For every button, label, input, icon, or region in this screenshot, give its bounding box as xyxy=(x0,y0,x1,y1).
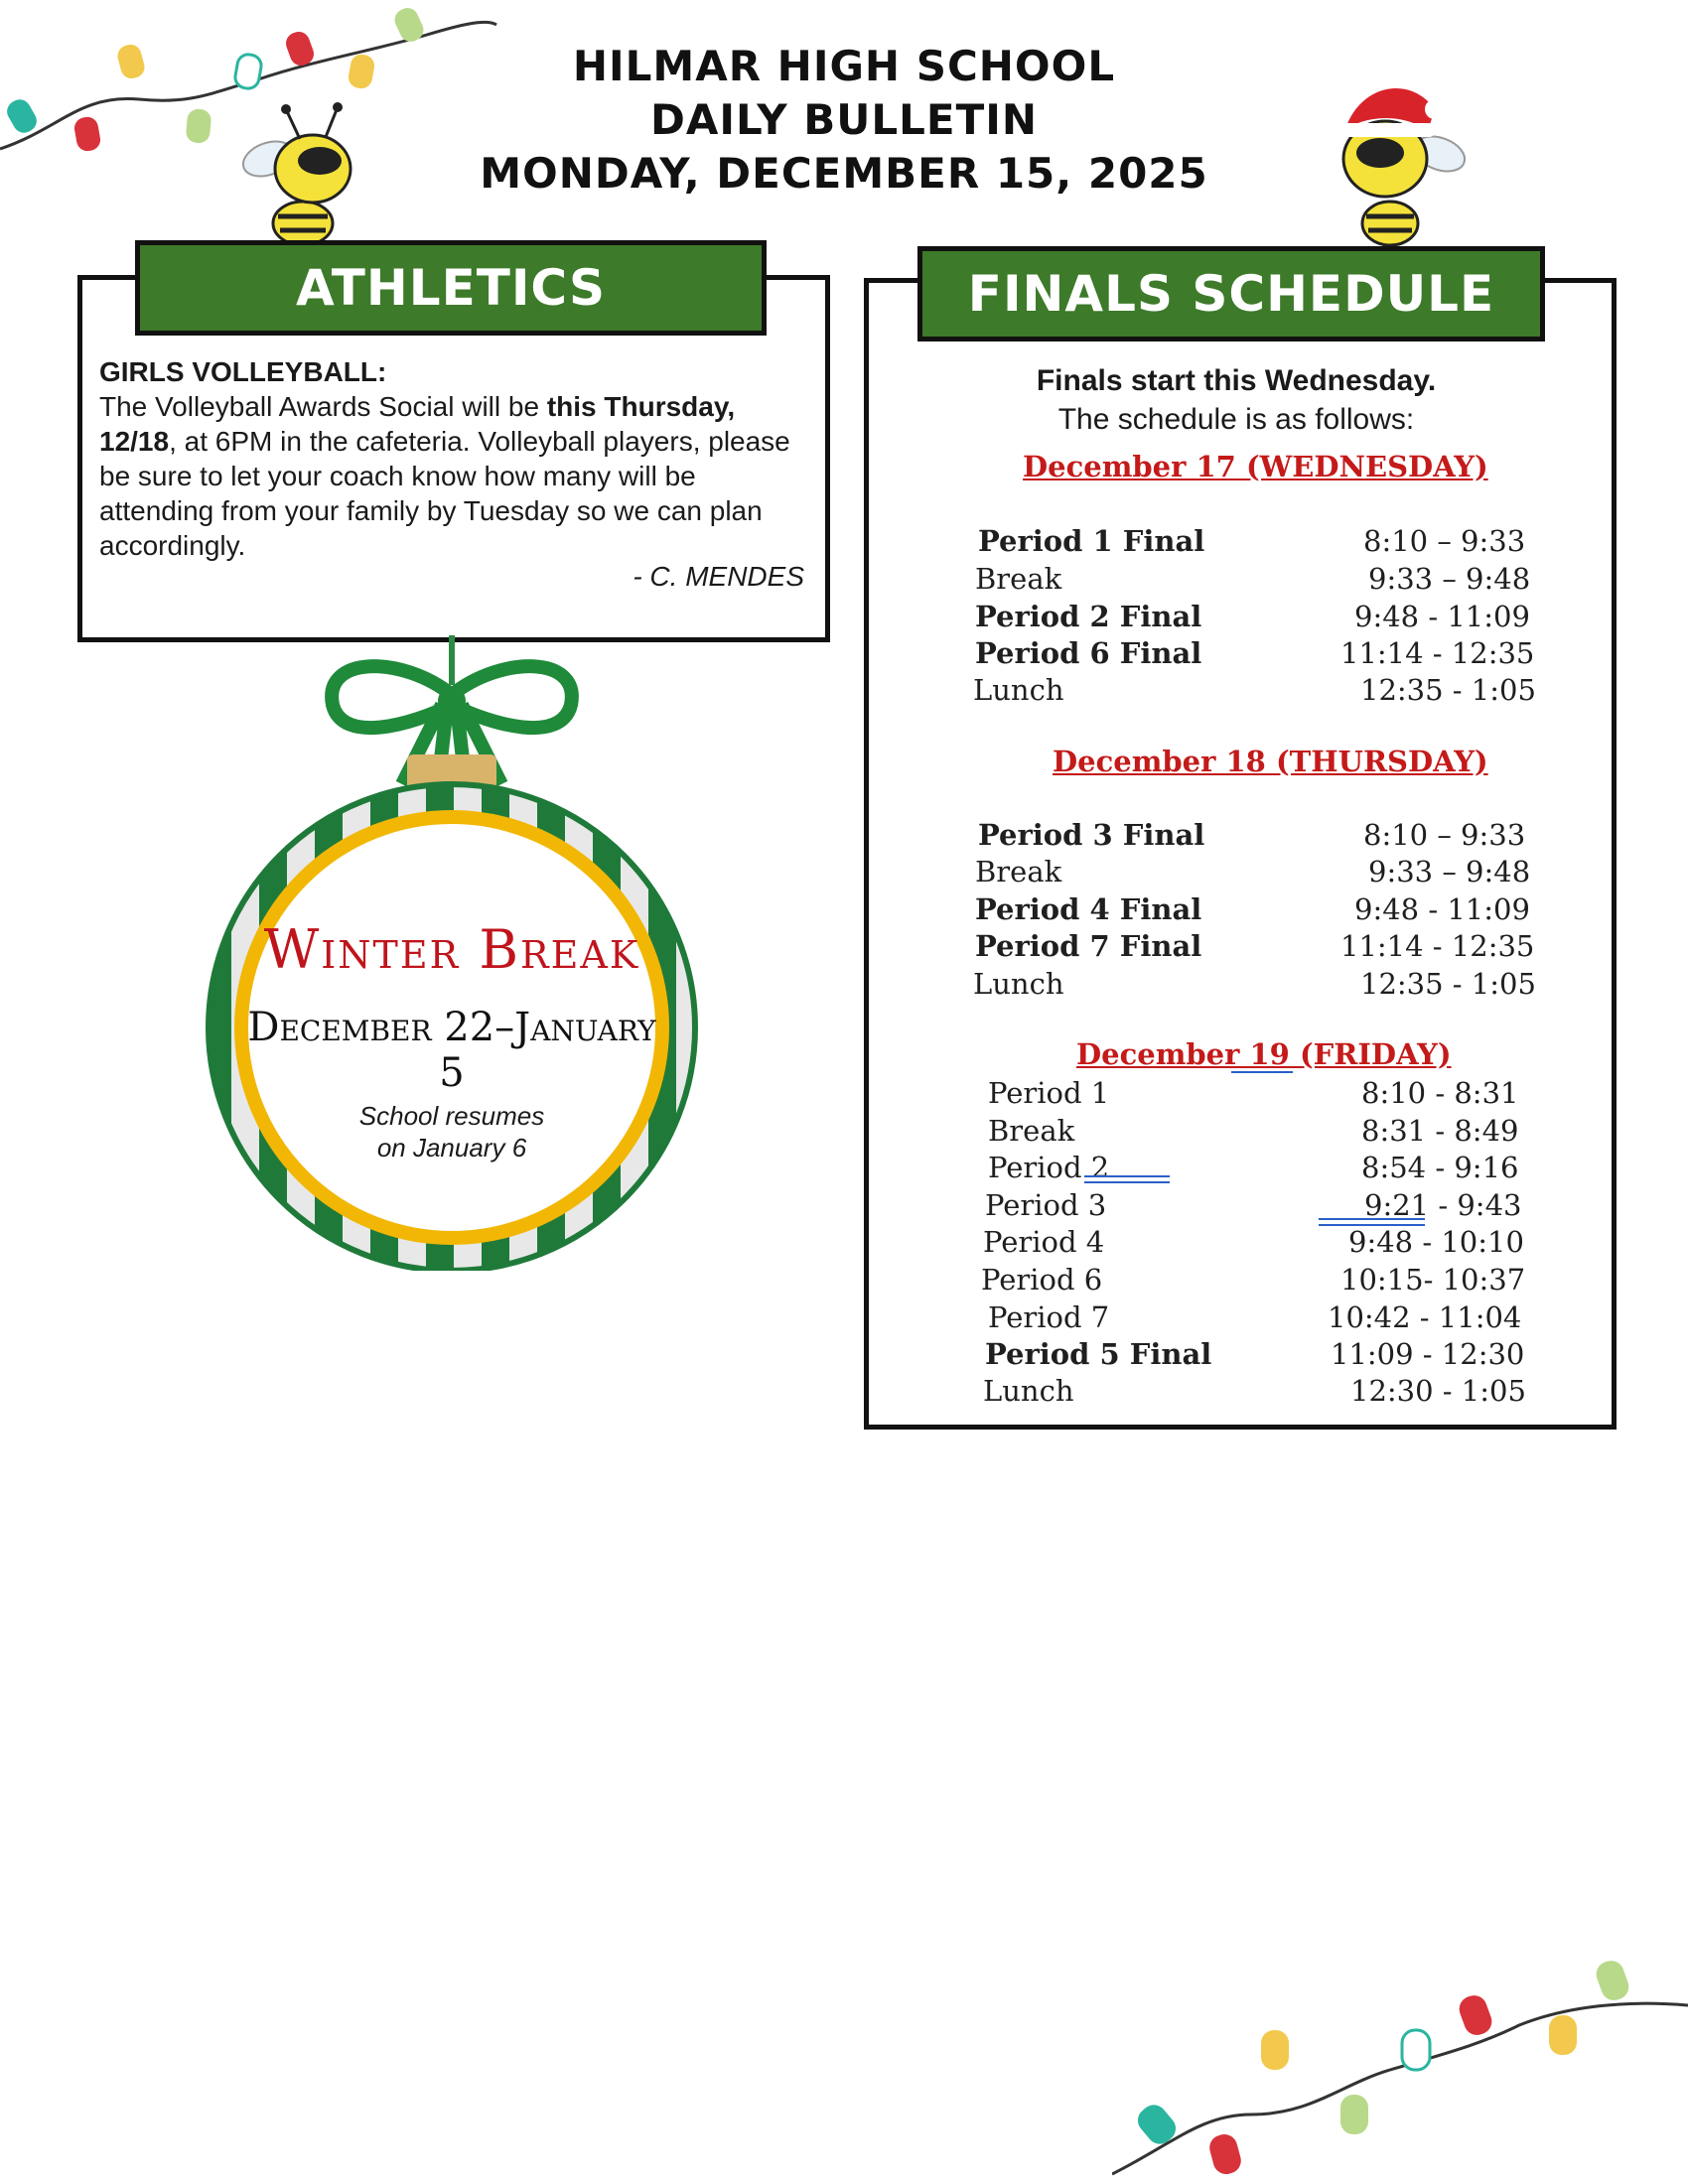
finals-intro-text: The schedule is as follows: xyxy=(1057,403,1415,436)
schedule-time: 9:21 - 9:43 xyxy=(1364,1188,1522,1222)
schedule-label: Break xyxy=(975,855,1062,888)
schedule-time: 9:48 - 10:10 xyxy=(1348,1225,1524,1259)
winter-break-title: Winter Break xyxy=(263,918,640,981)
athletics-announcement xyxy=(99,354,814,563)
schedule-label: Period 1 Final xyxy=(978,524,1205,558)
finals-intro-heading: Finals start this Wednesday. xyxy=(1036,364,1437,397)
schedule-time: 9:33 – 9:48 xyxy=(1368,562,1531,596)
bulletin-title: DAILY BULLETIN xyxy=(649,95,1038,144)
schedule-label: Period 7 Final xyxy=(975,929,1202,963)
finals-intro xyxy=(874,361,1599,439)
finals-banner: FINALS SCHEDULE xyxy=(917,246,1545,341)
schedule-time: 11:14 - 12:35 xyxy=(1340,929,1535,963)
schedule-label: Period 2 xyxy=(988,1151,1110,1184)
schedule-time: 9:33 – 9:48 xyxy=(1368,855,1531,888)
schedule-label: Break xyxy=(975,562,1062,596)
schedule-label: Period 1 xyxy=(988,1076,1110,1110)
schedule-time: 9:48 - 11:09 xyxy=(1354,600,1530,633)
schedule-time: 8:10 - 8:31 xyxy=(1361,1076,1519,1110)
schedule-time: 8:10 – 9:33 xyxy=(1363,524,1526,558)
bulletin-header xyxy=(397,40,1291,201)
schedule-time: 11:14 - 12:35 xyxy=(1340,636,1535,670)
announcement-date: this Thursday, 12/18 xyxy=(99,391,736,457)
bee-mascot-left-icon xyxy=(228,99,377,248)
winter-break-dates: December 22–January 5 xyxy=(247,1005,656,1096)
schedule-label: Period 5 Final xyxy=(985,1337,1212,1371)
schedule-label: Lunch xyxy=(973,967,1064,1001)
schedule-time: 8:31 - 8:49 xyxy=(1361,1114,1519,1148)
day-title-dec-19: December 19 (FRIDAY) xyxy=(1076,1037,1452,1071)
athletics-banner: ATHLETICS xyxy=(135,240,767,336)
announcement-signature: - C. MENDES xyxy=(633,561,804,592)
schedule-label: Period 4 xyxy=(983,1225,1105,1259)
schedule-label: Period 4 Final xyxy=(975,892,1202,926)
schedule-label: Lunch xyxy=(973,673,1064,707)
schedule-time: 12:35 - 1:05 xyxy=(1360,673,1536,707)
resume-line-1: School resumes xyxy=(358,1101,545,1131)
bulletin-date: MONDAY, DECEMBER 15, 2025 xyxy=(480,149,1208,198)
school-resumes-note xyxy=(298,1100,606,1163)
school-name: HILMAR HIGH SCHOOL xyxy=(572,42,1116,90)
resume-line-2: on January 6 xyxy=(376,1133,527,1162)
schedule-time: 8:54 - 9:16 xyxy=(1361,1151,1519,1184)
schedule-label: Break xyxy=(988,1114,1075,1148)
schedule-label: Period 3 xyxy=(985,1188,1107,1222)
schedule-label: Period 2 Final xyxy=(975,600,1202,633)
schedule-label: Period 7 xyxy=(988,1300,1110,1334)
day-title-dec-18: December 18 (THURSDAY) xyxy=(1053,745,1488,778)
announcement-text-rest: , at 6PM in the cafeteria. Volleyball players, please be sure to let your coach know how many will be attending from your family by Tuesday so we can plan accordingly. xyxy=(99,426,790,561)
schedule-time: 8:10 – 9:33 xyxy=(1363,818,1526,852)
schedule-label: Lunch xyxy=(983,1374,1074,1408)
edit-underline-marks xyxy=(1082,1062,1440,1231)
announcement-body xyxy=(99,389,814,563)
schedule-time: 12:30 - 1:05 xyxy=(1350,1374,1526,1408)
schedule-time: 9:48 - 11:09 xyxy=(1354,892,1530,926)
schedule-label: Period 6 xyxy=(981,1263,1103,1297)
string-lights-bottom-right xyxy=(1112,1946,1688,2184)
schedule-time: 10:15- 10:37 xyxy=(1340,1263,1526,1297)
announcement-heading: GIRLS VOLLEYBALL: xyxy=(99,356,387,387)
announcement-text: The Volleyball Awards Social will be xyxy=(99,391,547,422)
schedule-time: 10:42 - 11:04 xyxy=(1328,1300,1522,1334)
day-title-dec-17: December 17 (WEDNESDAY) xyxy=(1023,450,1488,483)
bee-mascot-santa-right-icon xyxy=(1311,60,1470,248)
schedule-time: 11:09 - 12:30 xyxy=(1331,1337,1525,1371)
schedule-label: Period 3 Final xyxy=(978,818,1205,852)
schedule-label: Period 6 Final xyxy=(975,636,1202,670)
schedule-time: 12:35 - 1:05 xyxy=(1360,967,1536,1001)
